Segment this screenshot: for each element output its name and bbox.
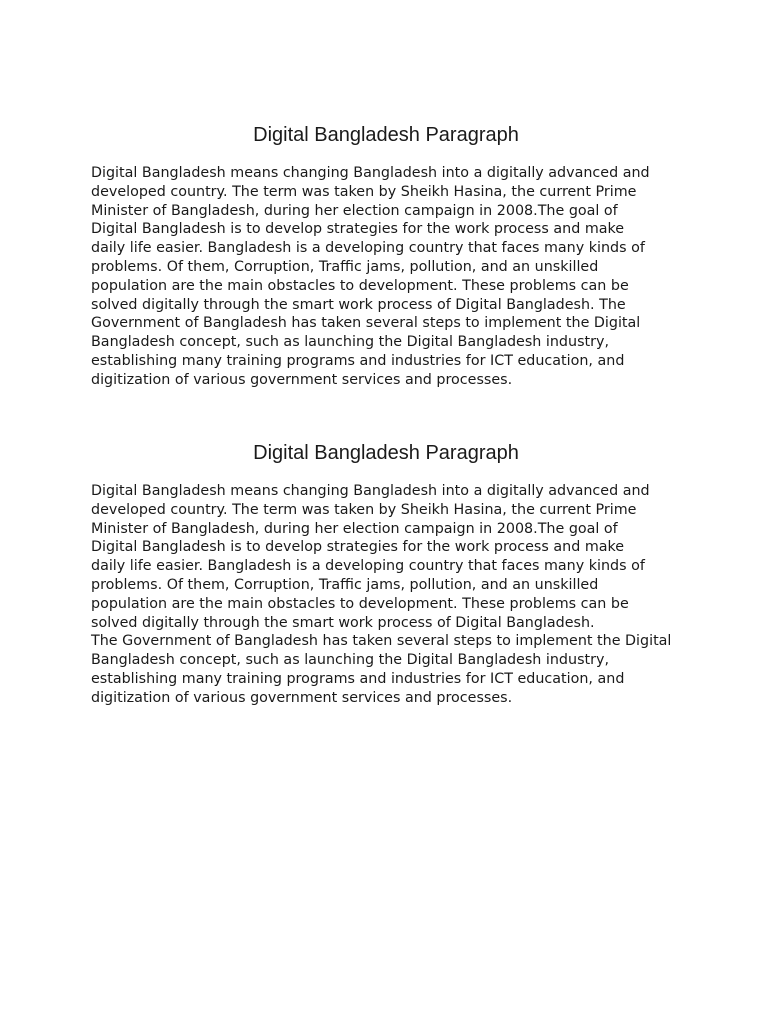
paragraph-line: Minister of Bangladesh, during her election campaign in 2008.The goal of (91, 202, 618, 219)
paragraph-line: daily life easier. Bangladesh is a developing country that faces many kinds of (91, 240, 645, 257)
paragraph-line: Digital Bangladesh means changing Bangladesh into a digitally advanced and (91, 483, 650, 499)
paragraph-line: solved digitally through the smart work process of Digital Bangladesh. The (91, 296, 626, 313)
paragraph-section-2 (91, 439, 681, 708)
paragraph-line: developed country. The term was taken by Sheikh Hasina, the current Prime (91, 183, 637, 200)
section-title: Digital Bangladesh Paragraph (253, 442, 519, 464)
paragraph-line: population are the main obstacles to development. These problems can be (91, 277, 629, 294)
paragraph-line: Digital Bangladesh means changing Bangladesh into a digitally advanced and (91, 165, 650, 181)
paragraph-line: population are the main obstacles to development. These problems can be (91, 595, 629, 612)
paragraph-line: Digital Bangladesh is to develop strategies for the work process and make (91, 221, 625, 238)
paragraph-line: digitization of various government services and processes. (91, 371, 513, 388)
paragraph-line: problems. Of them, Corruption, Traffic jams, pollution, and an unskilled (91, 258, 599, 275)
paragraph-line: Digital Bangladesh is to develop strategies for the work process and make (91, 539, 625, 556)
section-paragraph (91, 164, 681, 390)
paragraph-line: The Government of Bangladesh has taken several steps to implement the Digital (91, 633, 672, 650)
paragraph-line: solved digitally through the smart work process of Digital Bangladesh. (91, 614, 595, 631)
section-paragraph (91, 482, 681, 708)
paragraph-line: developed country. The term was taken by Sheikh Hasina, the current Prime (91, 501, 637, 518)
paragraph-line: Government of Bangladesh has taken several steps to implement the Digital (91, 315, 641, 332)
paragraph-line: establishing many training programs and industries for ICT education, and (91, 670, 625, 687)
paragraph-line: establishing many training programs and industries for ICT education, and (91, 352, 625, 369)
paragraph-section-1 (91, 121, 681, 390)
paragraph-line: Bangladesh concept, such as launching the Digital Bangladesh industry, (91, 652, 610, 669)
paragraph-line: problems. Of them, Corruption, Traffic jams, pollution, and an unskilled (91, 576, 599, 593)
paragraph-line: Bangladesh concept, such as launching the Digital Bangladesh industry, (91, 334, 610, 351)
paragraph-line: Minister of Bangladesh, during her election campaign in 2008.The goal of (91, 520, 618, 537)
section-title: Digital Bangladesh Paragraph (253, 124, 519, 146)
paragraph-line: digitization of various government services and processes. (91, 689, 513, 706)
paragraph-line: daily life easier. Bangladesh is a developing country that faces many kinds of (91, 558, 645, 575)
